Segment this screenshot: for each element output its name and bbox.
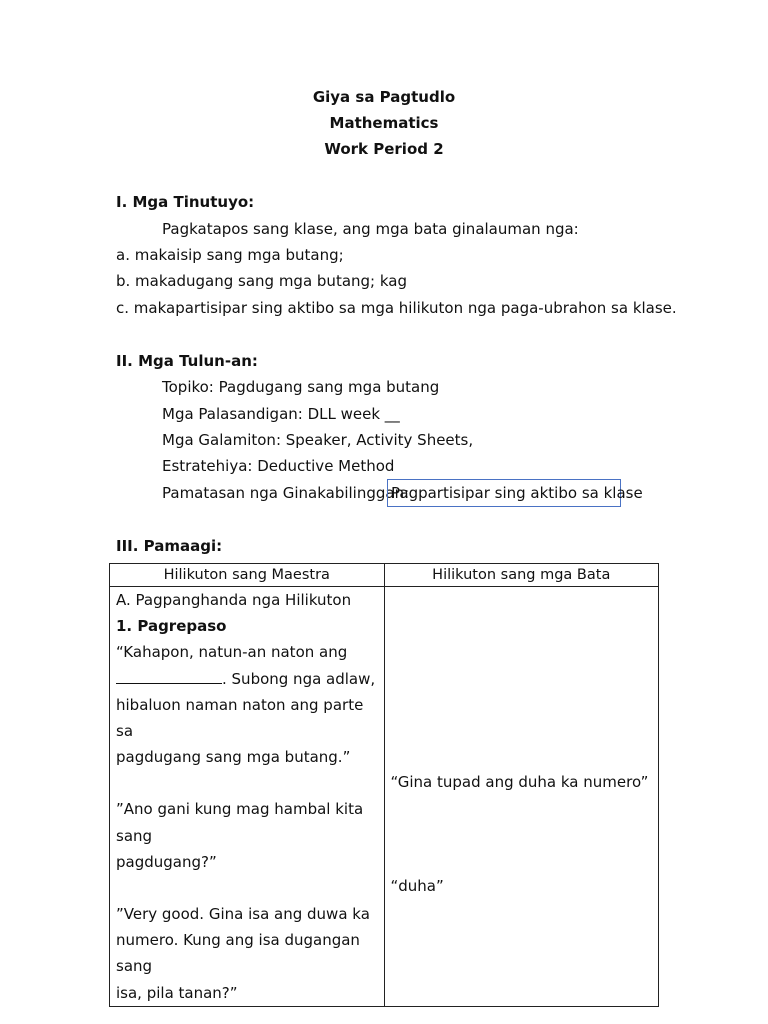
- teacher-line: pagdugang?”: [116, 852, 217, 871]
- section-1-heading: I. Mga Tinutuyo:: [116, 193, 255, 211]
- teacher-line: pagdugang sang mga butang.”: [116, 748, 351, 767]
- activity-a-label: A. Pagpanghanda nga Hilikuton: [116, 591, 352, 609]
- fill-in-blank: [116, 669, 222, 684]
- teacher-line-text: . Subong nga adlaw,: [222, 669, 376, 688]
- subject-title: Mathematics: [329, 114, 439, 132]
- teacher-line: “Kahapon, natun-an naton ang: [116, 643, 348, 662]
- table-row: [110, 587, 659, 1007]
- objective-item: c. makapartisipar sing aktibo sa mga hilikuton nga paga-ubrahon sa klase.: [116, 299, 677, 317]
- teacher-line: hibaluon naman naton ang parte sa: [116, 695, 364, 741]
- teacher-line: numero. Kung ang isa dugangan sang: [116, 931, 360, 976]
- pupil-answer: “duha”: [390, 877, 444, 896]
- values-label: Pamatasan nga Ginakabilinggan:: [162, 484, 410, 502]
- document-title: Giya sa Pagtudlo: [312, 88, 456, 106]
- teacher-column-header: Hilikuton sang Maestra: [110, 564, 385, 587]
- teacher-line: isa, pila tanan?”: [116, 983, 238, 1002]
- procedure-table: [109, 563, 659, 1007]
- period-title: Work Period 2: [324, 140, 444, 158]
- strategy-line: Estratehiya: Deductive Method: [162, 457, 395, 475]
- pupil-activities-cell: [384, 587, 659, 1007]
- teacher-line-with-blank: [110, 666, 384, 692]
- pupil-answer: “Gina tupad ang duha ka numero”: [390, 773, 649, 791]
- teacher-line: ”Very good. Gina isa ang duwa ka: [116, 905, 370, 924]
- table-header-row: [110, 564, 659, 587]
- values-value-box: Pagpartisipar sing aktibo sa klase: [387, 479, 621, 507]
- review-heading: 1. Pagrepaso: [116, 617, 227, 636]
- objective-item: b. makadugang sang mga butang; kag: [116, 272, 407, 290]
- section-2-heading: II. Mga Tulun-an:: [116, 352, 258, 370]
- materials-line: Mga Galamiton: Speaker, Activity Sheets,: [162, 431, 474, 449]
- topic-line: Topiko: Pagdugang sang mga butang: [162, 378, 440, 396]
- references-line: Mga Palasandigan: DLL week __: [162, 405, 400, 423]
- pupils-column-header: Hilikuton sang mga Bata: [384, 564, 659, 587]
- teacher-line: ”Ano gani kung mag hambal kita sang: [116, 800, 364, 845]
- teacher-activities-cell: [110, 587, 385, 1007]
- objectives-intro: Pagkatapos sang klase, ang mga bata ginalauman nga:: [162, 220, 579, 238]
- objective-item: a. makaisip sang mga butang;: [116, 246, 344, 264]
- section-3-heading: III. Pamaagi:: [116, 537, 223, 555]
